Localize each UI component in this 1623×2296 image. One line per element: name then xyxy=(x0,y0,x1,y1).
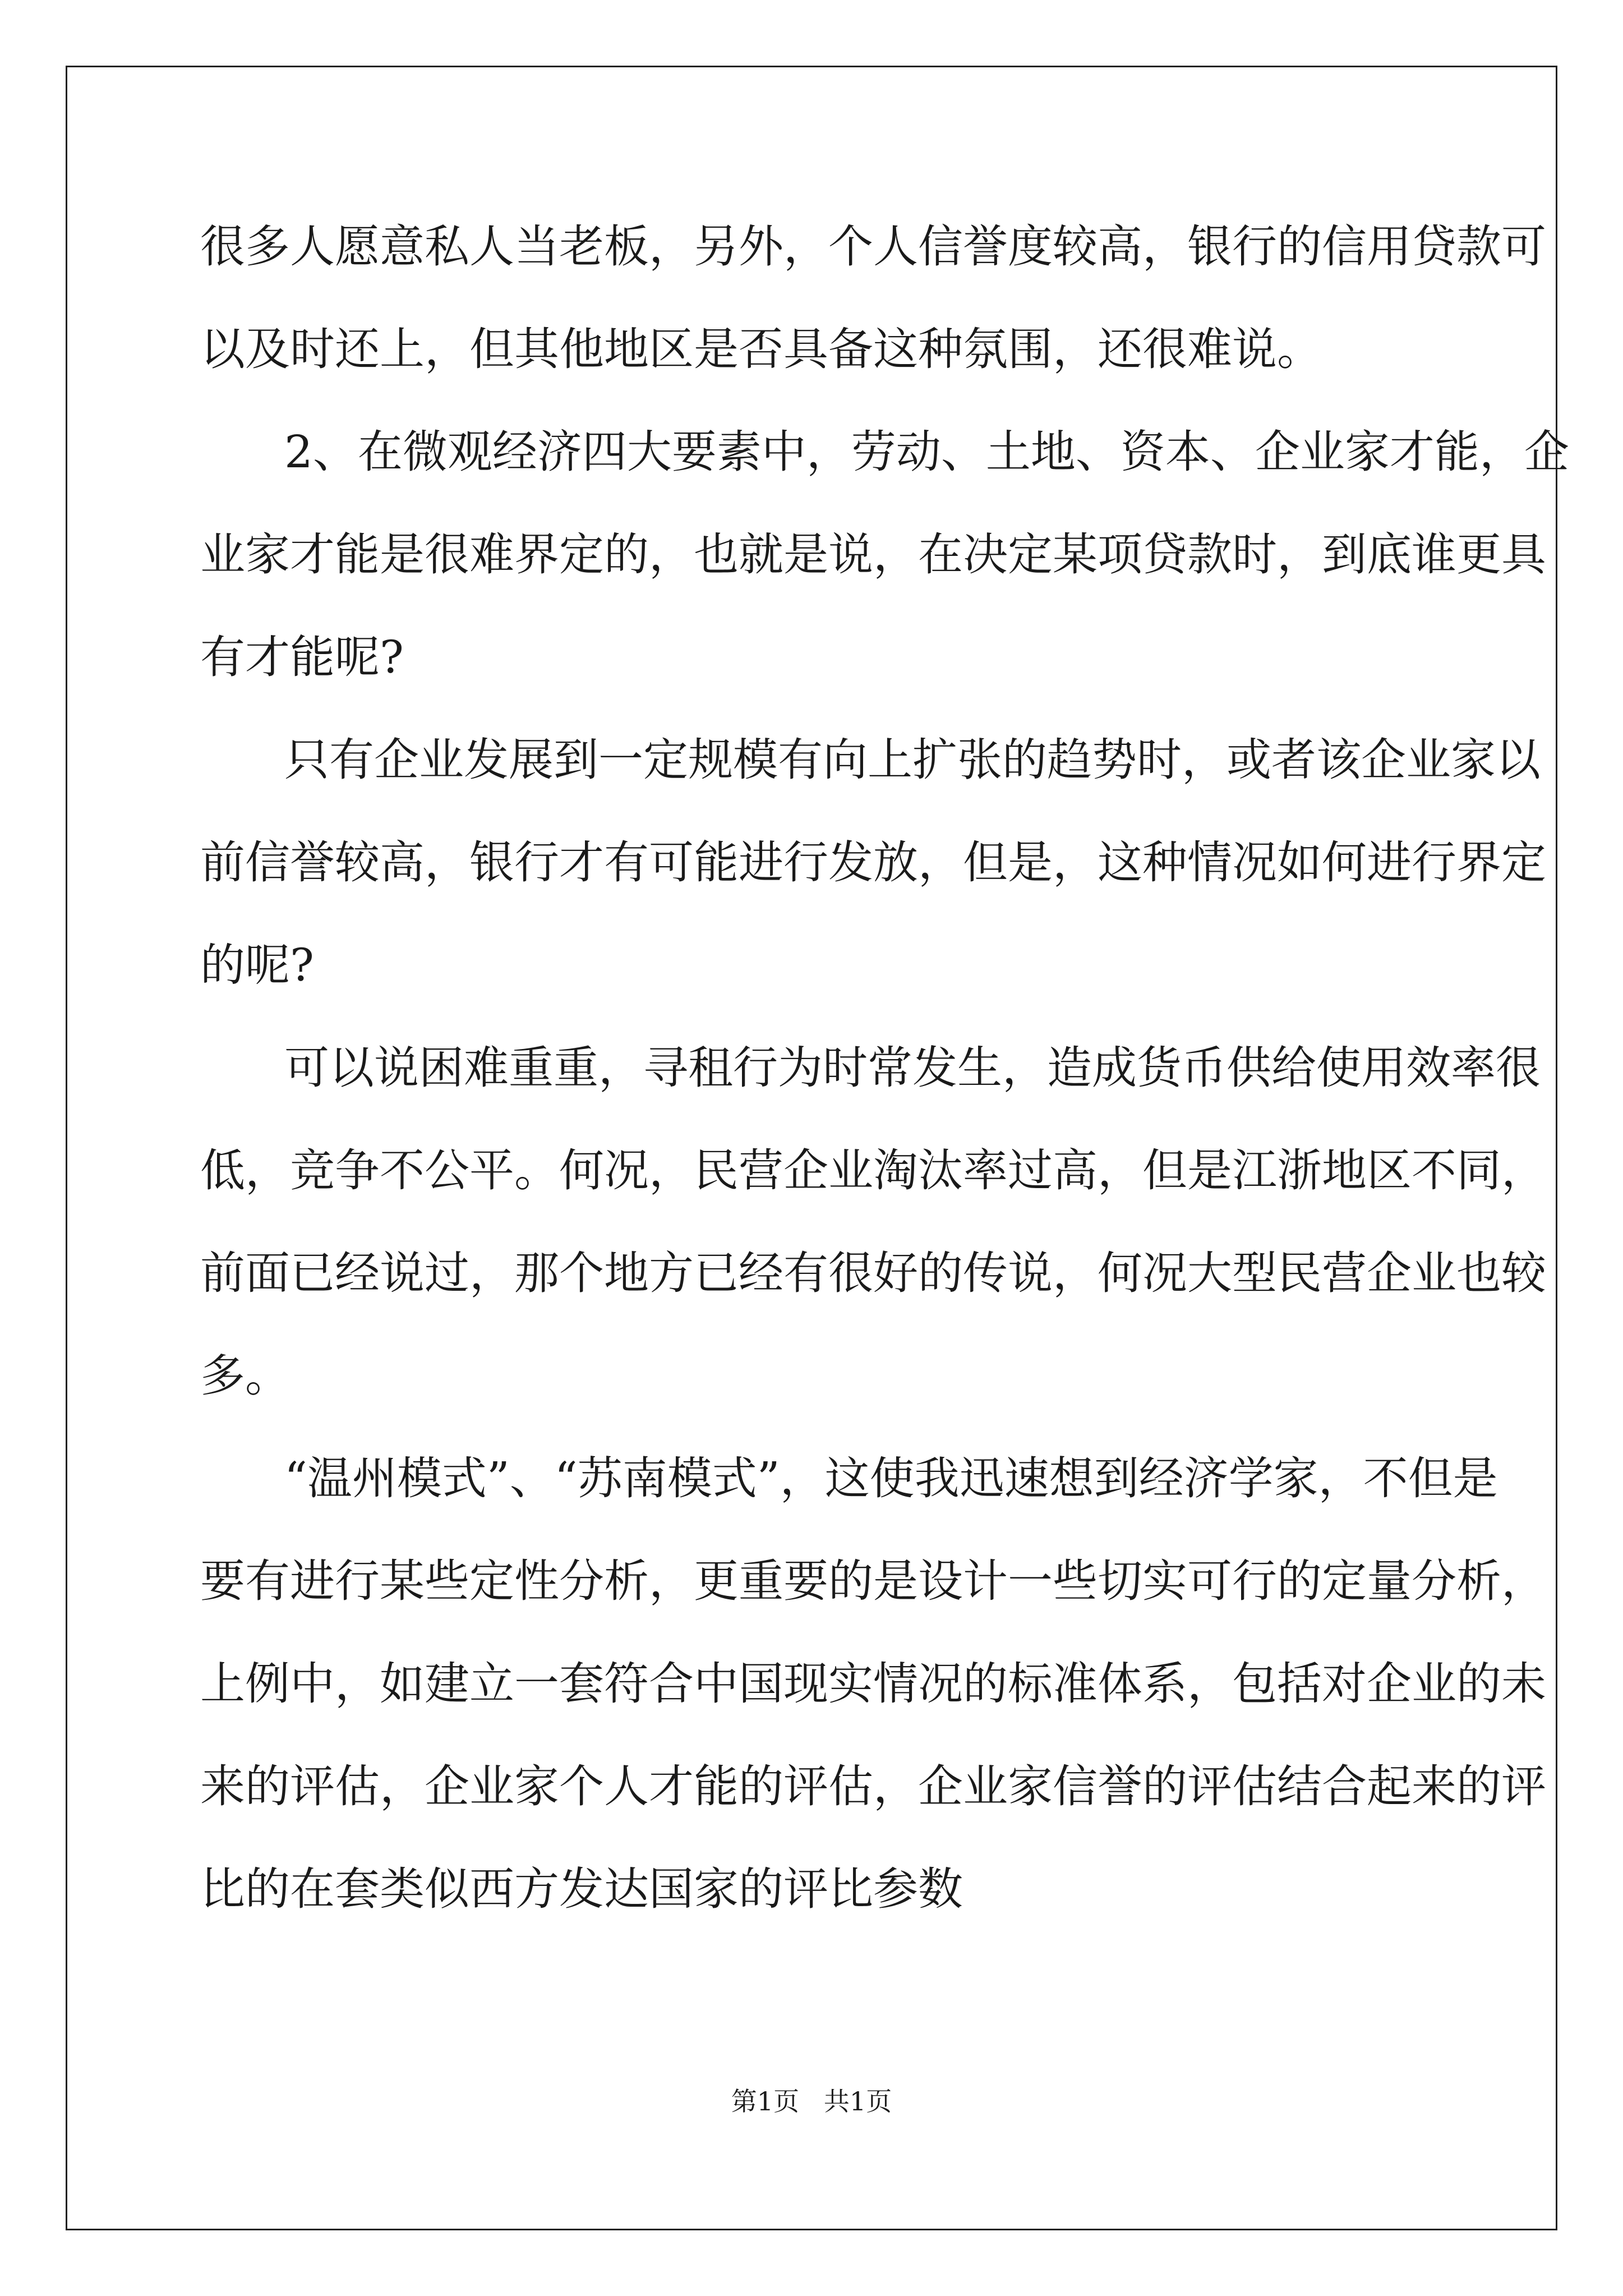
text-line: 很多人愿意私人当老板，另外，个人信誉度较高，银行的信用贷款可 xyxy=(200,220,1546,273)
text-line: 的呢? xyxy=(200,939,314,991)
document-body xyxy=(200,202,1569,1947)
text-line: 前面已经说过，那个地方已经有很好的传说，何况大型民营企业也较 xyxy=(200,1247,1546,1299)
text-line: 前信誉较高，银行才有可能进行发放，但是，这种情况如何进行界定 xyxy=(200,836,1546,889)
text-line: 业家才能是很难界定的，也就是说，在决定某项贷款时，到底谁更具 xyxy=(200,528,1546,581)
paragraph-start-line: 可以说困难重重，寻租行为时常发生，造成货币供给使用效率很 xyxy=(284,1042,1541,1094)
paragraph-start-line: “温州模式”、“苏南模式”，这使我迅速想到经济学家，不但是 xyxy=(284,1452,1498,1504)
text-line: 比的在套类似西方发达国家的评比参数 xyxy=(200,1863,963,1915)
paragraph-start-line: 只有企业发展到一定规模有向上扩张的趋势时，或者该企业家以 xyxy=(284,734,1541,786)
page-footer: 第1页 共1页 xyxy=(731,2086,892,2116)
text-line: 有才能呢? xyxy=(200,631,404,683)
text-line: 来的评估，企业家个人才能的评估，企业家信誉的评估结合起来的评 xyxy=(200,1760,1546,1812)
text-line: 低，竞争不公平。何况，民营企业淘汰率过高，但是江浙地区不同， xyxy=(200,1144,1546,1197)
text-line: 上例中，如建立一套符合中国现实情况的标准体系，包括对企业的未 xyxy=(200,1658,1546,1710)
text-line: 要有进行某些定性分析，更重要的是设计一些切实可行的定量分析， xyxy=(200,1555,1546,1607)
text-line: 多。 xyxy=(200,1350,290,1402)
paragraph-start-line: 2、在微观经济四大要素中，劳动、土地、资本、企业家才能，企 xyxy=(284,426,1569,478)
text-line: 以及时还上，但其他地区是否具备这种氛围，还很难说。 xyxy=(200,323,1322,375)
